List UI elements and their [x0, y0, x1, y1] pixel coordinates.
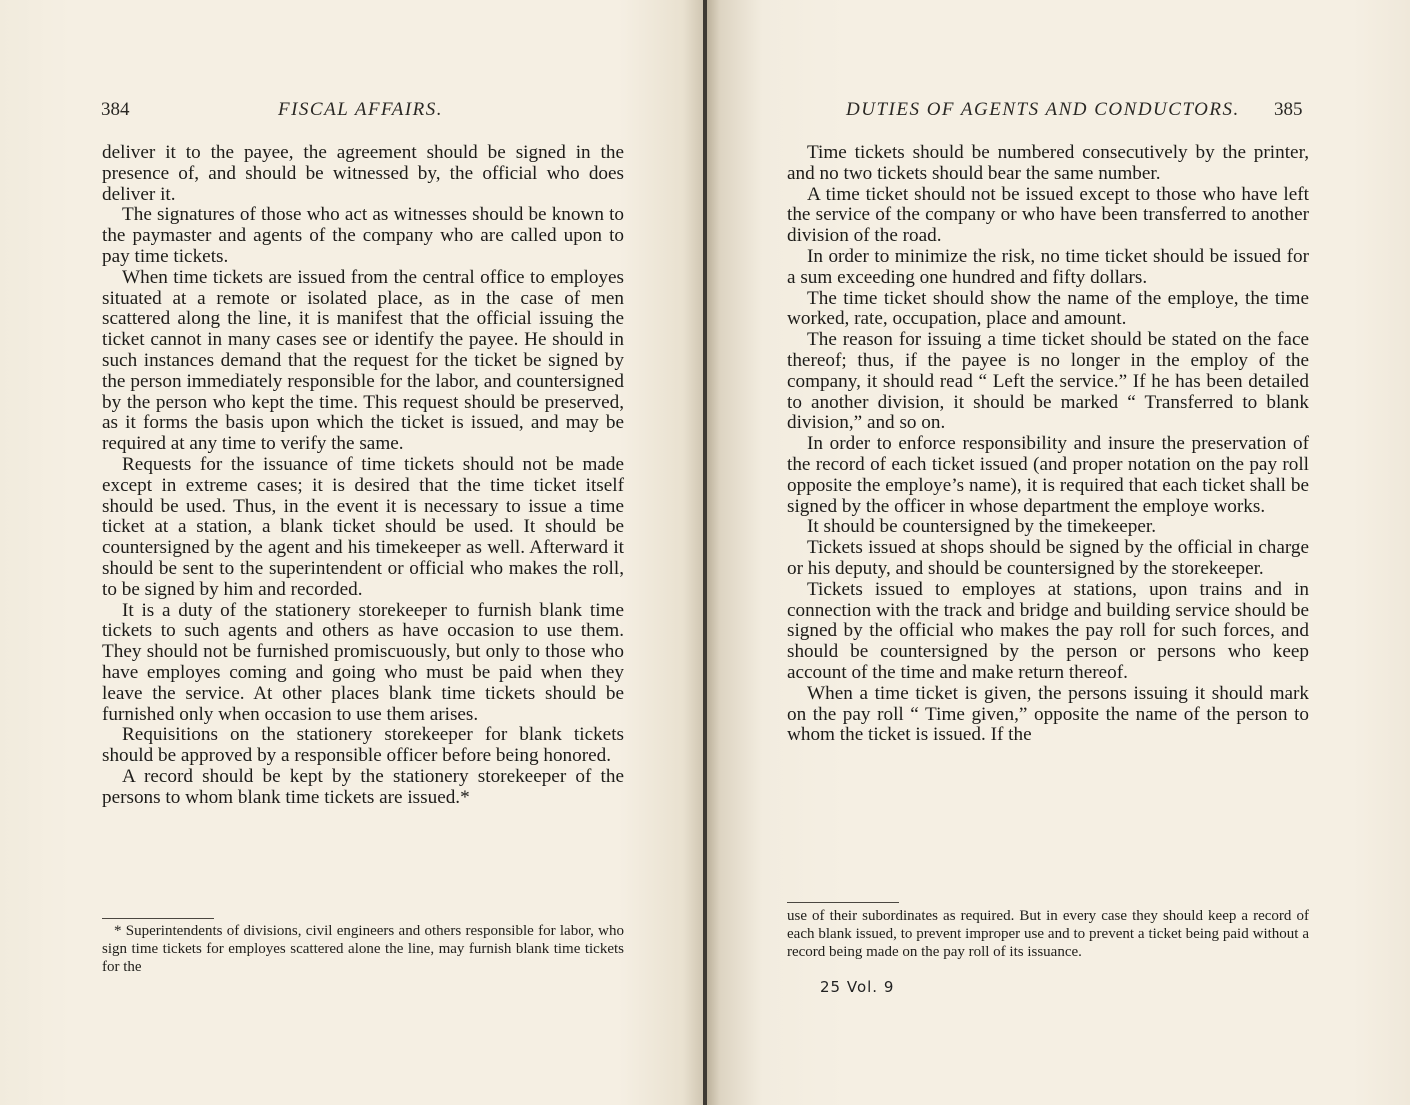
left-body-text: [102, 143, 624, 809]
paragraph: In order to minimize the risk, no time ticket should be issued for a sum exceeding one hundred and fifty dollars.: [787, 245, 1309, 288]
paragraph: The time ticket should show the name of the employe, the time worked, rate, occupation, place and amount.: [787, 287, 1309, 330]
right-page-number: 385: [1274, 99, 1303, 120]
footnote-rule: [787, 902, 899, 903]
paragraph: deliver it to the payee, the agreement should be signed in the presence of, and should be witnessed by, the official who does deliver it.: [102, 142, 624, 205]
right-running-title: DUTIES OF AGENTS AND CONDUCTORS.: [846, 99, 1240, 120]
paragraph: The signatures of those who act as witnesses should be known to the paymaster and agents of the company who are called upon to pay time tickets.: [102, 204, 624, 267]
paragraph: It should be countersigned by the timekeeper.: [807, 516, 1157, 538]
book-gutter: [703, 0, 707, 1105]
paragraph: Requisitions on the stationery storekeeper for blank tickets should be approved by a responsible officer before being honored.: [102, 724, 624, 767]
paragraph: Requests for the issuance of time tickets should not be made except in extreme cases; it is desired that the time ticket itself should be used. Thus, in the event it is necessary to issue a time ticket at a station, a blank ticket should be used. It should be countersigned by the agent and his timekeeper as well. Afterward it should be sent to the superintendent or official who makes the roll, to be signed by him and recorded.: [102, 453, 624, 600]
paragraph: It is a duty of the stationery storekeeper to furnish blank time tickets to such agents and others as have occasion to use them. They should not be furnished promiscuously, but only to those who have employes coming and going who must be paid when they leave the service. At other places blank time tickets should be furnished only when occasion to use them arises.: [102, 599, 624, 725]
paragraph: A time ticket should not be issued except to those who have left the service of the company or who have been transferred to another division of the road.: [787, 183, 1309, 247]
right-body-text: [787, 143, 1309, 746]
left-footnote: * Superintendents of divisions, civil engineers and others responsible for labor, who sign time tickets for employes scattered alone the line, may furnish blank time tickets for the: [102, 923, 624, 975]
footnote-rule: [102, 918, 214, 919]
paragraph: A record should be kept by the stationery storekeeper of the persons to whom blank time tickets are issued.*: [102, 765, 624, 808]
paragraph: When a time ticket is given, the persons issuing it should mark on the pay roll “ Time given,” opposite the name of the person to whom the ticket is issued. If the: [787, 682, 1309, 746]
paragraph: In order to enforce responsibility and insure the preservation of the record of each ticket issued (and proper notation on the pay roll opposite the employe’s name), it is required that each ticket shall be signed by the officer in whose department the employe works.: [787, 433, 1309, 517]
paragraph: Time tickets should be numbered consecutively by the printer, and no two tickets should bear the same number.: [787, 142, 1309, 184]
paragraph: When time tickets are issued from the central office to employes situated at a remote or isolated place, as in the case of men scattered along the line, it is manifest that the official issuing the ticket cannot in many cases see or identify the payee. He should in such instances demand that the request for the ticket be signed by the person immediately responsible for the labor, and countersigned by the person who kept the time. This request should be preserved, as it forms the basis upon which the ticket is issued, and may be required at any time to verify the same.: [102, 266, 624, 455]
left-page: [0, 0, 704, 1105]
signature-mark: 25 Vol. 9: [820, 978, 895, 996]
paragraph: Tickets issued at shops should be signed by the official in charge or his deputy, and should be countersigned by the storekeeper.: [787, 537, 1309, 579]
right-footnote: use of their subordinates as required. But in every case they should keep a record of each blank issued, to prevent improper use and to prevent a ticket being paid without a record being made on the pay roll of its issuance.: [787, 908, 1309, 960]
paragraph: Tickets issued to employes at stations, upon trains and in connection with the track and bridge and building service should be signed by the official who makes the pay roll for such forces, and should be countersigned by the person or persons who keep account of the time and make return thereof.: [787, 578, 1309, 683]
left-page-number: 384: [101, 99, 130, 120]
right-page: [706, 0, 1410, 1105]
paragraph: The reason for issuing a time ticket should be stated on the face thereof; thus, if the payee is no longer in the employ of the company, it should read “ Left the service.” If he has been detailed to another division, it should be marked “ Transferred to blank division,” and so on.: [787, 329, 1309, 434]
left-running-title: FISCAL AFFAIRS.: [278, 99, 443, 120]
